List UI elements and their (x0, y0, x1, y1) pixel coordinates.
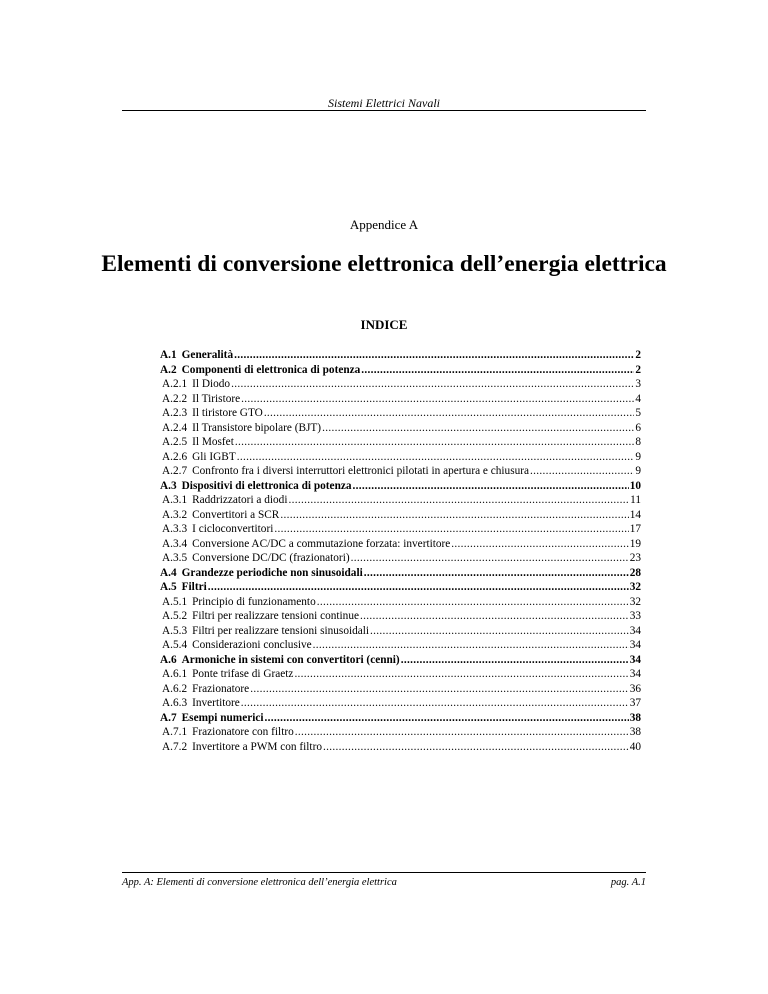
toc-dot-leader (234, 348, 634, 363)
toc-entry-number: A.7 (160, 711, 177, 724)
toc-entry-page: 33 (629, 610, 641, 622)
toc-subsection-entry[interactable] (160, 682, 641, 697)
toc-entry-page: 38 (629, 711, 641, 724)
toc-dot-leader (250, 682, 629, 697)
toc-entry-label: Filtri per realizzare tensioni sinusoidali (192, 624, 370, 637)
toc-entry-number: A.2.1 (162, 378, 188, 390)
toc-dot-leader (237, 450, 635, 465)
toc-dot-leader (208, 580, 629, 595)
toc-section-entry[interactable] (160, 580, 641, 595)
toc-entry-page: 38 (629, 726, 641, 738)
toc-subsection-entry[interactable] (160, 508, 641, 523)
toc-subsection-entry[interactable] (160, 377, 641, 392)
toc-entry-page: 2 (635, 349, 641, 361)
toc-entry-page: 32 (629, 581, 641, 593)
toc-entry-number: A.2.5 (162, 436, 188, 448)
toc-entry-number: A.7.1 (162, 726, 188, 738)
toc-entry-label: Ponte trifase di Graetz (192, 668, 294, 680)
toc-dot-leader (241, 392, 634, 407)
toc-entry-label: Il Tiristore (192, 392, 241, 405)
toc-entry-number: A.6 (160, 653, 177, 666)
toc-entry-label: Il Transistore bipolare (BJT) (192, 421, 322, 434)
toc-subsection-entry[interactable] (160, 551, 641, 566)
toc-entry-label: I cicloconvertitori (192, 523, 274, 535)
toc-entry-number: A.5.1 (162, 595, 188, 608)
toc-dot-leader (530, 464, 634, 479)
toc-section-entry[interactable] (160, 348, 641, 363)
toc-dot-leader (295, 725, 629, 740)
toc-subsection-entry[interactable] (160, 435, 641, 450)
toc-entry-number: A.2.2 (162, 392, 188, 405)
toc-entry-label: Filtri per realizzare tensioni continue (192, 610, 359, 622)
toc-subsection-entry[interactable] (160, 725, 641, 740)
toc-subsection-entry[interactable] (160, 638, 641, 653)
toc-entry-number: A.7.2 (162, 740, 188, 753)
toc-dot-leader (322, 421, 634, 436)
toc-entry-number: A.2.6 (162, 450, 188, 463)
page-title: Elementi di conversione elettronica dell’energia elettrica (101, 251, 667, 277)
footer-rule (122, 872, 646, 873)
toc-entry-label: Invertitore a PWM con filtro (192, 740, 322, 753)
toc-entry-label: Confronto fra i diversi interruttori elettronici pilotati in apertura e chiusura (192, 465, 530, 477)
toc-dot-leader (451, 537, 628, 552)
toc-dot-leader (241, 696, 629, 711)
running-header: Sistemi Elettrici Navali (328, 96, 440, 110)
toc-entry-label: Filtri (181, 581, 207, 593)
toc-subsection-entry[interactable] (160, 595, 641, 610)
toc-entry-page: 5 (635, 407, 641, 419)
toc-entry-number: A.2.7 (162, 465, 188, 477)
toc-entry-number: A.5.4 (162, 639, 188, 651)
toc-entry-label: Convertitori a SCR (192, 508, 280, 521)
toc-entry-label: Armoniche in sistemi con convertitori (cenni) (181, 653, 400, 666)
toc-entry-label: Componenti di elettronica di potenza (181, 363, 361, 376)
toc-section-entry[interactable] (160, 653, 641, 668)
toc-dot-leader (294, 667, 628, 682)
toc-dot-leader (280, 508, 628, 523)
toc-section-entry[interactable] (160, 479, 641, 494)
toc-subsection-entry[interactable] (160, 450, 641, 465)
toc-subsection-entry[interactable] (160, 406, 641, 421)
toc-subsection-entry[interactable] (160, 696, 641, 711)
toc-entry-label: Principio di funzionamento (192, 595, 316, 608)
toc-entry-page: 34 (629, 668, 641, 680)
toc-dot-leader (364, 566, 629, 581)
toc-subsection-entry[interactable] (160, 609, 641, 624)
toc-subsection-entry[interactable] (160, 537, 641, 552)
index-heading: INDICE (360, 317, 408, 332)
toc-entry-number: A.2.3 (162, 407, 188, 419)
toc-entry-number: A.6.2 (162, 682, 188, 695)
footer-chapter-title: App. A: Elementi di conversione elettronica dell’energia elettrica (122, 877, 397, 888)
toc-entry-number: A.6.3 (162, 697, 188, 709)
toc-entry-page: 32 (629, 595, 641, 608)
toc-subsection-entry[interactable] (160, 493, 641, 508)
toc-entry-label: Il tiristore GTO (192, 407, 263, 419)
toc-dot-leader (264, 406, 635, 421)
toc-entry-page: 34 (629, 653, 641, 666)
toc-entry-label: Gli IGBT (192, 450, 236, 463)
toc-dot-leader (401, 653, 629, 668)
toc-entry-page: 4 (635, 392, 641, 405)
footer-page-number: pag. A.1 (610, 877, 646, 888)
toc-entry-page: 19 (629, 537, 641, 550)
toc-entry-number: A.3.1 (162, 494, 188, 506)
appendix-label: Appendice A (349, 217, 419, 232)
toc-dot-leader (317, 595, 629, 610)
toc-entry-page: 9 (635, 450, 641, 463)
toc-entry-page: 36 (629, 682, 641, 695)
toc-subsection-entry[interactable] (160, 624, 641, 639)
toc-entry-page: 2 (635, 363, 641, 376)
toc-dot-leader (235, 435, 635, 450)
toc-entry-page: 8 (635, 436, 641, 448)
toc-entry-label: Il Diodo (192, 378, 231, 390)
toc-entry-number: A.3.2 (162, 508, 188, 521)
toc-entry-number: A.2 (160, 363, 177, 376)
toc-entry-number: A.3.3 (162, 523, 188, 535)
toc-entry-page: 17 (629, 523, 641, 535)
toc-subsection-entry[interactable] (160, 421, 641, 436)
toc-subsection-entry[interactable] (160, 522, 641, 537)
toc-entry-number: A.5.3 (162, 624, 188, 637)
toc-entry-number: A.5.2 (162, 610, 188, 622)
toc-dot-leader (265, 711, 629, 726)
toc-entry-page: 3 (635, 378, 641, 390)
toc-subsection-entry[interactable] (160, 464, 641, 479)
toc-dot-leader (370, 624, 629, 639)
toc-entry-page: 11 (630, 494, 641, 506)
toc-entry-page: 6 (635, 421, 641, 434)
toc-entry-label: Dispositivi di elettronica di potenza (181, 479, 352, 492)
toc-entry-number: A.5 (160, 581, 177, 593)
table-of-contents (160, 348, 641, 754)
toc-dot-leader (323, 740, 629, 755)
toc-entry-number: A.4 (160, 566, 177, 579)
toc-entry-page: 23 (629, 552, 641, 564)
toc-entry-label: Frazionatore con filtro (192, 726, 294, 738)
toc-section-entry[interactable] (160, 566, 641, 581)
toc-entry-page: 10 (629, 479, 641, 492)
toc-entry-number: A.6.1 (162, 668, 188, 680)
toc-subsection-entry[interactable] (160, 740, 641, 755)
toc-dot-leader (353, 479, 629, 494)
toc-entry-page: 34 (629, 624, 641, 637)
toc-dot-leader (361, 363, 634, 378)
toc-section-entry[interactable] (160, 363, 641, 378)
toc-entry-label: Il Mosfet (192, 436, 234, 448)
toc-entry-number: A.3 (160, 479, 177, 492)
toc-entry-label: Esempi numerici (181, 711, 264, 724)
toc-dot-leader (313, 638, 629, 653)
toc-entry-page: 28 (629, 566, 641, 579)
toc-subsection-entry[interactable] (160, 667, 641, 682)
toc-section-entry[interactable] (160, 711, 641, 726)
toc-subsection-entry[interactable] (160, 392, 641, 407)
toc-entry-number: A.3.5 (162, 552, 188, 564)
header-rule (122, 110, 646, 111)
toc-entry-label: Generalità (181, 349, 234, 361)
toc-entry-page: 37 (629, 697, 641, 709)
toc-entry-label: Conversione DC/DC (frazionatori) (192, 552, 350, 564)
toc-entry-label: Frazionatore (192, 682, 250, 695)
toc-entry-number: A.3.4 (162, 537, 188, 550)
toc-dot-leader (231, 377, 634, 392)
toc-entry-label: Conversione AC/DC a commutazione forzata: invertitore (192, 537, 451, 550)
toc-entry-page: 40 (629, 740, 641, 753)
toc-entry-label: Invertitore (192, 697, 240, 709)
toc-dot-leader (288, 493, 629, 508)
toc-entry-number: A.1 (160, 349, 177, 361)
toc-entry-page: 14 (629, 508, 641, 521)
toc-entry-page: 9 (635, 465, 641, 477)
toc-entry-label: Considerazioni conclusive (192, 639, 312, 651)
toc-dot-leader (274, 522, 628, 537)
toc-entry-number: A.2.4 (162, 421, 188, 434)
toc-entry-label: Raddrizzatori a diodi (192, 494, 288, 506)
toc-dot-leader (351, 551, 629, 566)
toc-entry-page: 34 (629, 639, 641, 651)
toc-entry-label: Grandezze periodiche non sinusoidali (181, 566, 363, 579)
toc-dot-leader (360, 609, 629, 624)
